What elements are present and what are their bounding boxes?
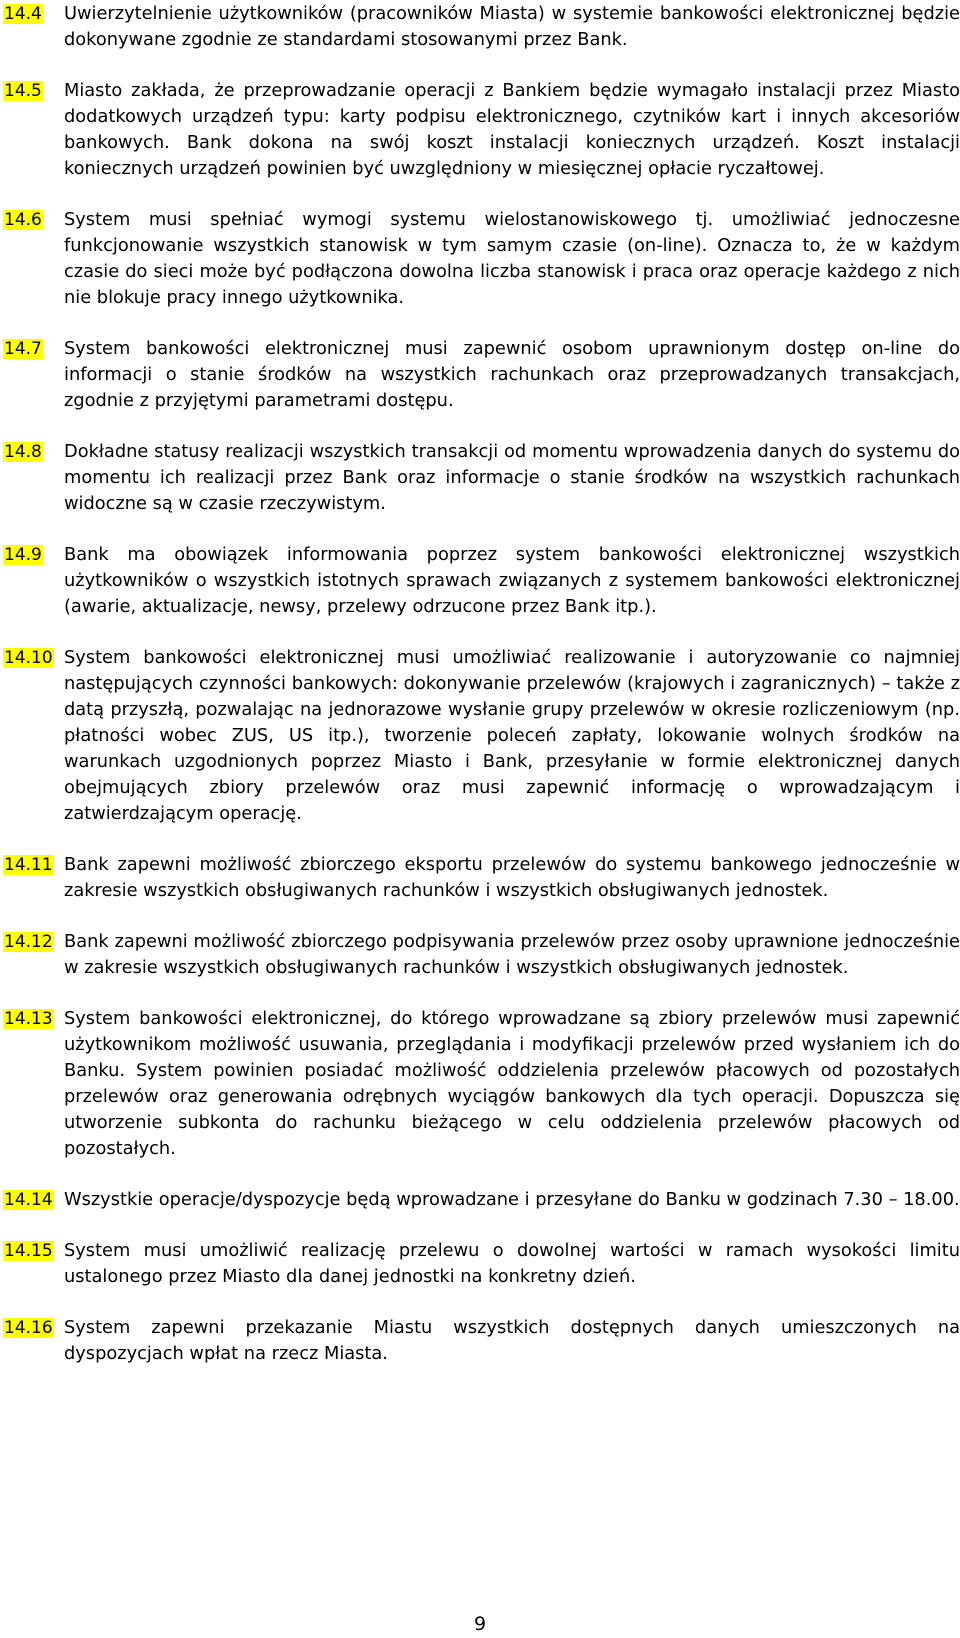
clause-number: 14.9 bbox=[4, 545, 42, 565]
clause-number: 14.4 bbox=[4, 4, 42, 24]
clause-item bbox=[3, 1238, 960, 1290]
clause-text: Miasto zakłada, że przeprowadzanie operacji z Bankiem będzie wymagało instalacji przez Miasto dodatkowych urządzeń typu: karty podpisu elektronicznego, czytników kart i innych akcesoriów bankowych. Bank dokona na swój koszt instalacji koniecznych urządzeń. Koszt instalacji koniecznych urządzeń powinien być uwzględniony w miesięcznej opłacie ryczałtowej. bbox=[64, 80, 960, 179]
clause-text: Bank ma obowiązek informowania poprzez system bankowości elektronicznej wszystkich użytkowników o wszystkich istotnych sprawach związanych z systemem bankowości elektronicznej (awarie, aktualizacje, newsy, przelewy odrzucone przez Bank itp.). bbox=[64, 544, 960, 617]
clause-item bbox=[3, 542, 960, 620]
clause-text: Uwierzytelnienie użytkowników (pracowników Miasta) w systemie bankowości elektronicznej będzie dokonywane zgodnie ze standardami stosowanymi przez Bank. bbox=[64, 3, 960, 50]
clause-item bbox=[3, 78, 960, 182]
clause-item bbox=[3, 929, 960, 981]
page-number: 9 bbox=[473, 1613, 487, 1635]
clause-item bbox=[3, 852, 960, 904]
clause-number: 14.12 bbox=[4, 932, 53, 952]
clause-item bbox=[3, 207, 960, 311]
clause-text: System zapewni przekazanie Miastu wszystkich dostępnych danych umieszczonych na dyspozycjach wpłat na rzecz Miasta. bbox=[64, 1317, 960, 1364]
clause-number: 14.8 bbox=[4, 442, 42, 462]
clause-text: Bank zapewni możliwość zbiorczego eksportu przelewów do systemu bankowego jednocześnie w zakresie wszystkich obsługiwanych rachunków i wszystkich obsługiwanych jednostek. bbox=[64, 854, 960, 901]
clause-number: 14.13 bbox=[4, 1009, 53, 1029]
numbered-clause-list bbox=[3, 1, 960, 1392]
clause-number: 14.5 bbox=[4, 81, 42, 101]
clause-item bbox=[3, 439, 960, 517]
clause-number: 14.11 bbox=[4, 855, 53, 875]
clause-number: 14.15 bbox=[4, 1241, 53, 1261]
clause-item bbox=[3, 1006, 960, 1162]
clause-text: Bank zapewni możliwość zbiorczego podpisywania przelewów przez osoby uprawnione jednocześnie w zakresie wszystkich obsługiwanych rachunków i wszystkich obsługiwanych jednostek. bbox=[64, 931, 960, 978]
clause-number: 14.10 bbox=[4, 648, 53, 668]
clause-text: Wszystkie operacje/dyspozycje będą wprowadzane i przesyłane do Banku w godzinach 7.30 – 18.00. bbox=[64, 1189, 960, 1210]
clause-item bbox=[3, 645, 960, 827]
clause-text: System bankowości elektronicznej musi zapewnić osobom uprawnionym dostęp on-line do informacji o stanie środków na wszystkich rachunkach oraz przeprowadzanych transakcjach, zgodnie z przyjętymi parametrami dostępu. bbox=[64, 338, 960, 411]
clause-text: System musi umożliwić realizację przelewu o dowolnej wartości w ramach wysokości limitu ustalonego przez Miasto dla danej jednostki na konkretny dzień. bbox=[64, 1240, 960, 1287]
clause-item bbox=[3, 336, 960, 414]
clause-item bbox=[3, 1, 960, 53]
clause-number: 14.6 bbox=[4, 210, 42, 230]
clause-text: System bankowości elektronicznej, do którego wprowadzane są zbiory przelewów musi zapewnić użytkownikom możliwość usuwania, przeglądania i modyfikacji przelewów przed wysłaniem ich do Banku. System powinien posiadać możliwość oddzielenia przelewów płacowych od pozostałych przelewów oraz generowania odrębnych wyciągów bankowych dla tych operacji. Dopuszcza się utworzenie subkonta do rachunku bieżącego w celu oddzielenia przelewów płacowych od pozostałych. bbox=[64, 1008, 960, 1159]
clause-number: 14.16 bbox=[4, 1318, 53, 1338]
clause-text: System musi spełniać wymogi systemu wielostanowiskowego tj. umożliwiać jednoczesne funkcjonowanie wszystkich stanowisk w tym samym czasie (on-line). Oznacza to, że w każdym czasie do sieci może być podłączona dowolna liczba stanowisk i praca oraz operacje każdego z nich nie blokuje pracy innego użytkownika. bbox=[64, 209, 960, 308]
clause-text: System bankowości elektronicznej musi umożliwiać realizowanie i autoryzowanie co najmniej następujących czynności bankowych: dokonywanie przelewów (krajowych i zagranicznych) – także z datą przyszłą, pozwalając na jednorazowe wysłanie grupy przelewów w okresie rozliczeniowym (np. płatności wobec ZUS, US itp.), tworzenie poleceń zapłaty, lokowanie wolnych środków na warunkach uzgodnionych poprzez Miasto i Bank, przesyłanie w formie elektronicznej danych obejmujących zbiory przelewów oraz musi zapewnić informację o wprowadzającym i zatwierdzającym operację. bbox=[64, 647, 960, 824]
clause-text: Dokładne statusy realizacji wszystkich transakcji od momentu wprowadzenia danych do systemu do momentu ich realizacji przez Bank oraz informacje o stanie środków na wszystkich rachunkach widoczne są w czasie rzeczywistym. bbox=[64, 441, 960, 514]
clause-item bbox=[3, 1187, 960, 1213]
clause-number: 14.7 bbox=[4, 339, 42, 359]
clause-number: 14.14 bbox=[4, 1190, 53, 1210]
clause-item bbox=[3, 1315, 960, 1367]
